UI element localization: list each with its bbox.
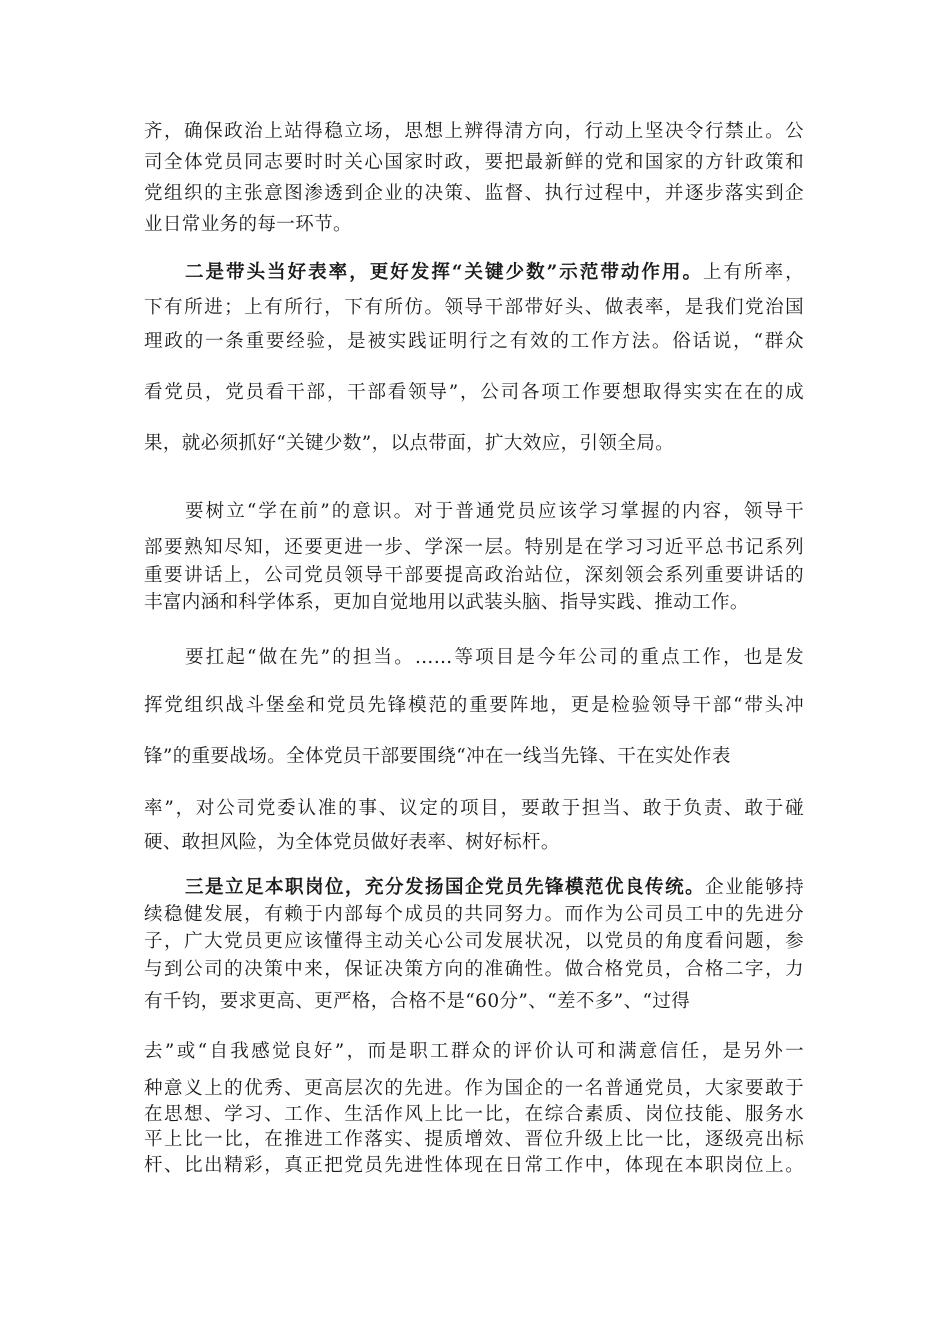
paragraph-3-line-1: 要树立“学在前”的意识。对于普通党员应该学习掌握的内容，领导干 [185,501,804,522]
paragraph-1-line-4: 业日常业务的每一环节。 [144,214,352,235]
paragraph-5-line-3: 子，广大党员更应该懂得主动关心公司发展状况，以党员的角度看问题，参 [144,931,804,952]
paragraph-1-line-1: 齐，确保政治上站得稳立场，思想上辨得清方向，行动上坚决令行禁止。公 [144,121,804,142]
paragraph-1-line-2: 司全体党员同志要时时关心国家时政，要把最新鲜的党和国家的方针政策和 [144,152,804,173]
paragraph-5-line-5: 有千钧，要求更高、更严格，合格不是“60分”、“差不多”、“过得 [144,991,691,1012]
paragraph-4-line-2: 挥党组织战斗堡垒和党员先锋模范的重要阵地，更是检验领导干部“带头冲 [144,695,804,716]
paragraph-4-line-5: 硬、敢担风险，为全体党员做好表率、树好标杆。 [144,832,560,853]
paragraph-5-line-7: 种意义上的优秀、更高层次的先进。作为国企的一名普通党员，大家要敢于 [144,1078,804,1099]
paragraph-3-line-3: 重要讲话上，公司党员领导干部要提高政治站位，深刻领会系列重要讲话的 [144,565,804,586]
paragraph-5-line-1-rest: 企业能够持 [705,877,804,898]
paragraph-2-heading: 二是带头当好表率，更好发挥“关键少数”示范带动作用。 [185,262,703,283]
paragraph-5-line-2: 续稳健发展，有赖于内部每个成员的共同努力。而作为公司员工中的先进分 [144,904,804,925]
paragraph-2-line-1 [185,261,804,285]
paragraph-4-line-1: 要扛起“做在先”的担当。……等项目是今年公司的重点工作，也是发 [185,647,804,668]
paragraph-2-line-1-rest: 上有所率， [702,262,804,283]
paragraph-5-line-10: 杆、比出精彩，真正把党员先进性体现在日常工作中，体现在本职岗位上。 [144,1155,804,1176]
paragraph-5-line-4: 与到公司的决策中来，保证决策方向的准确性。做合格党员，合格二字，力 [144,959,804,980]
paragraph-4-line-4: 率”，对公司党委认准的事、议定的项目，要敢于担当、敢于负责、敢于碰 [144,798,804,819]
paragraph-2-line-5: 果，就必须抓好“关键少数”，以点带面，扩大效应，引领全局。 [144,433,675,454]
paragraph-5-line-8: 在思想、学习、工作、生活作风上比一比，在综合素质、岗位技能、服务水 [144,1104,804,1125]
paragraph-2-line-4: 看党员，党员看干部，干部看领导”，公司各项工作要想取得实实在在的成 [144,382,804,403]
paragraph-2-line-3: 理政的一条重要经验，是被实践证明行之有效的工作方法。俗话说，“群众 [144,331,804,352]
paragraph-3-line-2: 部要熟知尽知，还要更进一步、学深一层。特别是在学习习近平总书记系列 [144,537,804,558]
paragraph-5-line-1 [185,876,804,900]
paragraph-5-line-9: 平上比一比，在推进工作落实、提质增效、晋位升级上比一比，逐级亮出标 [144,1129,804,1150]
paragraph-1-line-3: 党组织的主张意图渗透到企业的决策、监督、执行过程中，并逐步落实到企 [144,183,804,204]
paragraph-4-line-3: 锋”的重要战场。全体党员干部要围绕“冲在一线当先锋、干在实处作表 [144,746,731,767]
paragraph-5-line-6: 去”或“自我感觉良好”，而是职工群众的评价认可和满意信任，是另外一 [144,1041,804,1062]
paragraph-3-line-4: 丰富内涵和科学体系，更加自觉地用以武装头脑、指导实践、推动工作。 [144,592,749,613]
paragraph-2-line-2: 下有所进；上有所行，下有所仿。领导干部带好头、做表率，是我们党治国 [144,297,804,318]
paragraph-5-heading: 三是立足本职岗位，充分发扬国企党员先锋模范优良传统。 [185,877,706,898]
